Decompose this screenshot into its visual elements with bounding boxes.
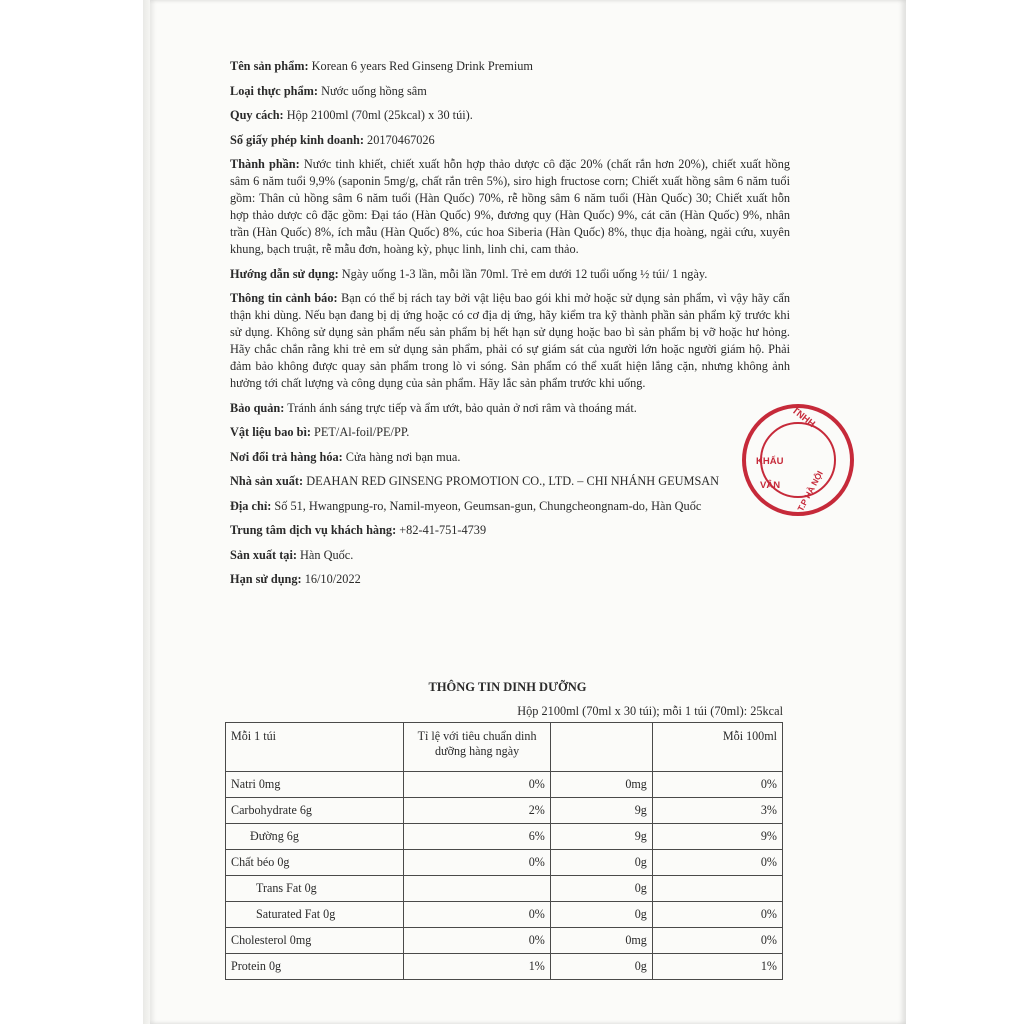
ratio-cell: 0% <box>404 902 551 928</box>
ingredients-value: Nước tinh khiết, chiết xuất hỗn hợp thảo dược cô đặc 20% (chất rắn hơn 20%), chiết xuất hồng sâm 6 năm tuổi 9,9% (saponin 5mg/g, chất rắn trên 5%), siro high fructose corn; Chiết xuất hồng sâm 6 năm tuổi gồm: Thân củ hồng sâm 6 năm tuổi (Hàn Quốc) 70%, rễ hồng sâm 6 năm tuổi (Hàn Quốc) 30; Chiết xuất hỗn hợp thảo dược cô đặc gồm: Đại táo (Hàn Quốc) 9%, đương quy (Hàn Quốc) 9%, cát căn (Hàn Quốc) 9%, nhân trần (Hàn Quốc) 8%, ích mẫu (Hàn Quốc) 8%, cúc hoa Siberia (Hàn Quốc) 8%, thục địa hoàng, ngải cứu, xuyên khung, bạch truật, rễ mẫu đơn, hoàng kỳ, phục linh, linh chi, cam thảo. <box>230 157 791 256</box>
address-paragraph <box>230 498 790 515</box>
header-per-pack: Mỗi 1 túi <box>226 723 404 772</box>
stamp-text-left1: KHẨU <box>756 456 784 467</box>
service-label: Trung tâm dịch vụ khách hàng: <box>230 523 397 537</box>
expiry-line <box>230 571 790 588</box>
food-type-label: Loại thực phẩm: <box>230 83 318 98</box>
header-empty <box>550 723 652 772</box>
per-100ml-cell: 0% <box>652 902 782 928</box>
ratio-cell: 1% <box>404 954 551 980</box>
made-in-value: Hàn Quốc. <box>300 547 354 562</box>
packaging-value: Hộp 2100ml (70ml (25kcal) x 30 túi). <box>286 108 473 122</box>
per-100ml-cell <box>652 876 782 902</box>
manufacturer-value: DEAHAN RED GINSENG PROMOTION CO., LTD. – CHI NHÁNH GEUMSAN <box>306 474 720 488</box>
food-type-value: Nước uống hồng sâm <box>321 83 427 98</box>
ratio-cell: 0% <box>404 850 551 876</box>
ratio-cell <box>404 876 551 902</box>
expiry-value: 16/10/2022 <box>304 572 361 586</box>
stamp-text-left2: VÂN <box>760 480 781 491</box>
per-100ml-cell: 0% <box>652 850 782 876</box>
amount-cell: 0mg <box>550 772 652 798</box>
nutrition-table <box>225 722 783 980</box>
ratio-cell: 0% <box>404 772 551 798</box>
usage-paragraph <box>230 266 790 283</box>
ratio-cell: 6% <box>404 824 551 850</box>
return-value: Cửa hàng nơi bạn mua. <box>345 449 461 464</box>
warning-label: Thông tin cảnh báo: <box>230 291 338 305</box>
material-line <box>230 424 790 441</box>
service-value: +82-41-751-4739 <box>399 523 487 537</box>
table-row <box>226 954 783 980</box>
address-label: Địa chỉ: <box>230 498 272 513</box>
nutrient-cell: Carbohydrate 6g <box>226 798 404 824</box>
storage-label: Bảo quản: <box>230 400 285 415</box>
table-row <box>226 850 783 876</box>
red-company-stamp <box>742 404 854 516</box>
license-label: Số giấy phép kinh doanh: <box>230 132 364 147</box>
material-value: PET/Al-foil/PE/PP. <box>314 425 410 439</box>
background-left <box>0 0 150 1024</box>
amount-cell: 0g <box>550 902 652 928</box>
header-per-100ml: Mỗi 100ml <box>652 723 782 772</box>
nutrient-cell: Protein 0g <box>226 954 404 980</box>
amount-cell: 0g <box>550 850 652 876</box>
product-name-line <box>230 58 790 75</box>
warning-value: Bạn có thể bị rách tay bởi vật liệu bao gói khi mở hoặc sử dụng sản phẩm, vì vậy hãy cẩn thận khi dùng. Nếu bạn đang bị dị ứng hoặc có cơ địa dị ứng, hãy kiểm tra kỹ thành phần sản phẩm kỹ trước khi sử dụng. Không sử dụng sản phẩm nếu sản phẩm bị hết hạn sử dụng hoặc bao bì sản phẩm bị vỡ hoặc hư hỏng. Hãy chắc chắn rằng khi trẻ em sử dụng sản phẩm, phải có sự giám sát của người lớn hoặc người giám hộ. Phải đảm bảo không được quay sản phẩm trong lò vi sóng. Sản phẩm có thể xuất hiện lắng cặn, nhưng không ảnh hưởng tới chất lượng và công dụng của sản phẩm. Hãy lắc sản phẩm trước khi uống. <box>230 291 790 390</box>
expiry-label: Hạn sử dụng: <box>230 572 302 586</box>
usage-value: Ngày uống 1-3 lần, mỗi lần 70ml. Trẻ em dưới 12 tuổi uống ½ túi/ 1 ngày. <box>341 266 708 281</box>
nutrition-subtitle: Hộp 2100ml (70ml x 30 túi); mỗi 1 túi (70ml): 25kcal <box>517 704 783 718</box>
product-info <box>230 58 790 596</box>
table-row <box>226 928 783 954</box>
packaging-label: Quy cách: <box>230 108 284 122</box>
table-row <box>226 824 783 850</box>
amount-cell: 0g <box>550 876 652 902</box>
stamp-text-top: TNHH <box>789 405 817 430</box>
per-100ml-cell: 9% <box>652 824 782 850</box>
header-daily-ratio: Tỉ lệ với tiêu chuẩn dinh dưỡng hàng ngày <box>404 723 551 772</box>
table-row <box>226 772 783 798</box>
nutrient-cell: Natri 0mg <box>226 772 404 798</box>
ingredients-paragraph <box>230 156 790 258</box>
ratio-cell: 0% <box>404 928 551 954</box>
made-in-label: Sản xuất tại: <box>230 547 297 562</box>
nutrient-cell: Đường 6g <box>226 824 404 850</box>
nutrition-title: THÔNG TIN DINH DƯỠNG <box>428 680 587 694</box>
material-label: Vật liệu bao bì: <box>230 425 311 439</box>
ratio-cell: 2% <box>404 798 551 824</box>
ingredients-label: Thành phần: <box>230 157 300 171</box>
amount-cell: 0mg <box>550 928 652 954</box>
table-row <box>226 876 783 902</box>
usage-label: Hướng dẫn sử dụng: <box>230 266 339 281</box>
amount-cell: 0g <box>550 954 652 980</box>
table-row <box>226 902 783 928</box>
storage-value: Tránh ánh sáng trực tiếp và ẩm ướt, bảo quản ở nơi râm và thoáng mát. <box>287 400 637 415</box>
nutrient-cell: Trans Fat 0g <box>226 876 404 902</box>
per-100ml-cell: 0% <box>652 772 782 798</box>
return-line <box>230 449 790 466</box>
product-name-label: Tên sản phẩm: <box>230 59 309 73</box>
product-name-value: Korean 6 years Red Ginseng Drink Premium <box>311 59 533 73</box>
manufacturer-label: Nhà sản xuất: <box>230 474 304 488</box>
warning-paragraph <box>230 290 790 392</box>
storage-line <box>230 400 790 417</box>
address-value: Số 51, Hwangpung-ro, Namil-myeon, Geumsan-gun, Chungcheongnam-do, Hàn Quốc <box>274 498 702 513</box>
return-label: Nơi đổi trả hàng hóa: <box>230 449 343 464</box>
service-line <box>230 522 790 539</box>
food-type-line <box>230 83 790 100</box>
nutrition-header-row <box>226 723 783 772</box>
packaging-line <box>230 107 790 124</box>
amount-cell: 9g <box>550 798 652 824</box>
per-100ml-cell: 3% <box>652 798 782 824</box>
nutrient-cell: Chất béo 0g <box>226 850 404 876</box>
amount-cell: 9g <box>550 824 652 850</box>
background-right <box>906 0 1024 1024</box>
stamp-text-right: T.P HÀ NỘI <box>795 469 825 513</box>
nutrient-cell: Saturated Fat 0g <box>226 902 404 928</box>
table-row <box>226 798 783 824</box>
per-100ml-cell: 1% <box>652 954 782 980</box>
license-line <box>230 132 790 149</box>
per-100ml-cell: 0% <box>652 928 782 954</box>
nutrient-cell: Cholesterol 0mg <box>226 928 404 954</box>
made-in-line <box>230 547 790 564</box>
manufacturer-paragraph <box>230 473 790 490</box>
license-value: 20170467026 <box>367 132 435 147</box>
